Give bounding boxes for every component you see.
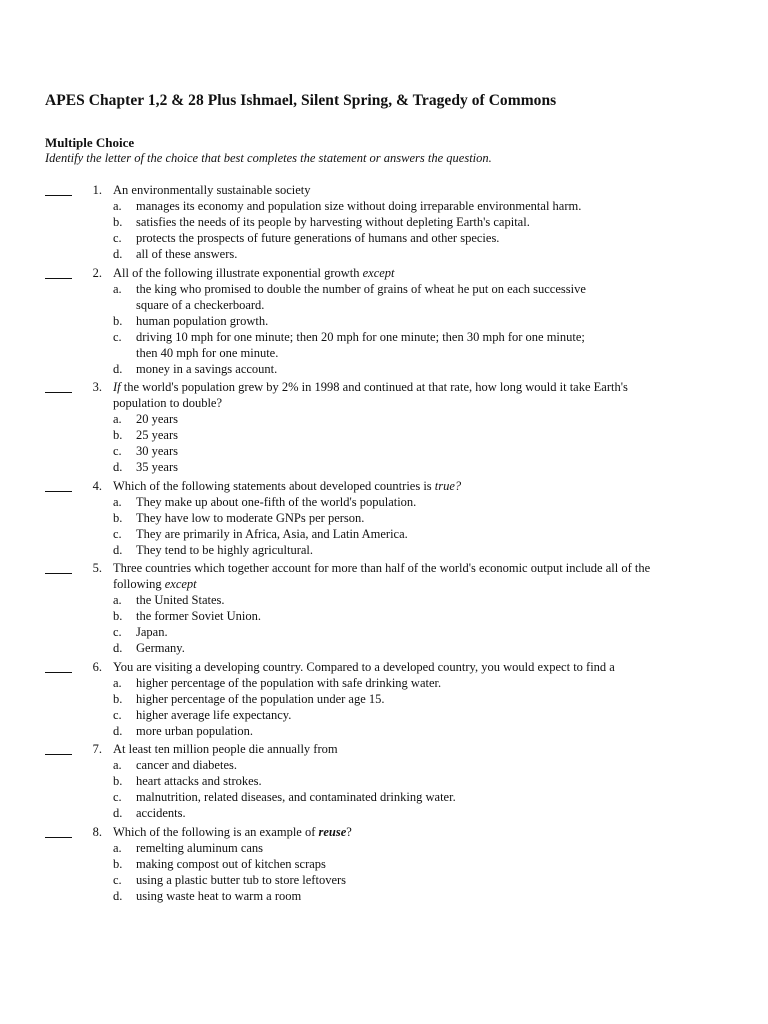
answer-option — [0, 526, 768, 542]
option-text — [136, 427, 768, 443]
option-text-line: heart attacks and strokes. — [136, 774, 262, 788]
instructions-text: Identify the letter of the choice that best completes the statement or answers the question. — [45, 151, 492, 165]
answer-option — [0, 707, 768, 723]
question-stem-line — [113, 395, 713, 411]
question-stem — [113, 265, 713, 281]
option-text-line: then 40 mph for one minute. — [136, 345, 279, 360]
answer-option — [0, 361, 768, 377]
option-letter: a. — [113, 281, 122, 296]
option-letter: d. — [113, 460, 123, 474]
answer-option — [0, 872, 768, 888]
answer-options — [0, 494, 768, 558]
option-text-line: They tend to be highly agricultural. — [136, 542, 314, 557]
option-text-line: the former Soviet Union. — [136, 609, 261, 623]
answer-option — [0, 723, 768, 739]
answer-option — [0, 608, 768, 624]
question-item — [0, 560, 768, 656]
question-stem-text: population to double? — [113, 396, 223, 410]
question-stem-text: ? — [346, 824, 352, 839]
option-text — [136, 773, 768, 789]
option-text-line: malnutrition, related diseases, and contaminated drinking water. — [136, 790, 456, 804]
option-text — [136, 608, 768, 624]
question-stem-text: following — [113, 577, 165, 591]
question-stem-line — [113, 824, 713, 840]
option-letter: d. — [113, 723, 123, 738]
answer-option — [0, 443, 768, 459]
answer-blank[interactable] — [45, 741, 72, 755]
option-text — [136, 542, 768, 558]
option-text — [136, 757, 768, 773]
option-text — [136, 443, 768, 459]
document-title: APES Chapter 1,2 & 28 Plus Ishmael, Silent Spring, & Tragedy of Commons — [45, 92, 557, 109]
option-text — [136, 411, 768, 427]
answer-blank[interactable] — [45, 659, 72, 673]
answer-blank[interactable] — [45, 265, 72, 279]
answer-option — [0, 411, 768, 427]
question-stem-text: Which of the following statements about developed countries is — [113, 478, 435, 493]
option-text-line: cancer and diabetes. — [136, 758, 237, 772]
option-text-line: 30 years — [136, 444, 178, 458]
question-number: 2. — [92, 265, 102, 280]
question-stem-text: You are visiting a developing country. Compared to a developed country, you would expect to find a — [113, 659, 615, 674]
option-text-line: 25 years — [136, 428, 178, 442]
answer-option — [0, 773, 768, 789]
question-stem-line — [113, 265, 713, 281]
option-text — [136, 510, 768, 526]
option-text-line: money in a savings account. — [136, 361, 278, 376]
option-text-line: accidents. — [136, 806, 186, 820]
option-text-line: higher average life expectancy. — [136, 707, 292, 722]
option-letter: c. — [113, 444, 122, 458]
question-stem-line — [113, 379, 713, 395]
answer-option — [0, 592, 768, 608]
option-text — [136, 494, 768, 510]
option-letter: d. — [113, 247, 123, 261]
option-text-line: 35 years — [136, 460, 178, 474]
question-item — [0, 659, 768, 739]
question-number: 4. — [92, 478, 102, 493]
option-text — [136, 624, 768, 640]
option-text-line: more urban population. — [136, 723, 253, 738]
question-stem-text: Three countries which together account for more than half of the world's economic output include all of the — [113, 561, 651, 575]
question-number: 6. — [92, 659, 102, 674]
option-text — [136, 840, 768, 856]
answer-option — [0, 805, 768, 821]
option-text — [136, 856, 768, 872]
option-text — [136, 361, 768, 377]
question-stem-line — [113, 576, 713, 592]
answer-blank[interactable] — [45, 478, 72, 492]
question-stem-text: Which of the following is an example of — [113, 824, 319, 839]
option-text-line: human population growth. — [136, 313, 269, 328]
option-text-line: 20 years — [136, 412, 178, 426]
option-text — [136, 789, 768, 805]
question-stem — [113, 824, 713, 840]
option-letter: a. — [113, 675, 122, 690]
question-stem-line — [113, 659, 713, 675]
option-text-line: They have low to moderate GNPs per person. — [136, 510, 365, 525]
question-number: 8. — [92, 824, 102, 839]
option-text — [136, 230, 768, 246]
option-letter: a. — [113, 412, 122, 426]
answer-option — [0, 198, 768, 214]
option-text-line: manages its economy and population size without doing irreparable environmental harm. — [136, 199, 582, 213]
answer-option — [0, 230, 768, 246]
option-letter: d. — [113, 641, 123, 655]
answer-option — [0, 214, 768, 230]
option-text-line: using waste heat to warm a room — [136, 888, 302, 903]
option-text — [136, 691, 768, 707]
answer-option — [0, 246, 768, 262]
answer-options — [0, 840, 768, 904]
question-stem-text: true? — [434, 478, 462, 493]
question-number: 3. — [92, 380, 102, 394]
question-stem-text: except — [164, 577, 197, 591]
option-text-line: square of a checkerboard. — [136, 297, 265, 312]
answer-option — [0, 856, 768, 872]
option-letter: b. — [113, 774, 123, 788]
answer-option — [0, 427, 768, 443]
answer-blank[interactable] — [45, 379, 72, 393]
question-item — [0, 379, 768, 475]
option-text — [136, 459, 768, 475]
question-stem-line — [113, 182, 713, 198]
option-letter: d. — [113, 806, 123, 820]
option-letter: d. — [113, 542, 123, 557]
option-text-line: They are primarily in Africa, Asia, and Latin America. — [136, 526, 408, 541]
option-text — [136, 214, 768, 230]
option-letter: b. — [113, 609, 123, 623]
option-text — [136, 872, 768, 888]
option-text-line: protects the prospects of future generations of humans and other species. — [136, 231, 500, 245]
answer-option — [0, 640, 768, 656]
answer-option — [0, 494, 768, 510]
option-letter: b. — [113, 313, 123, 328]
answer-options — [0, 281, 768, 377]
option-letter: c. — [113, 872, 122, 887]
question-number: 1. — [92, 183, 102, 197]
question-stem-line — [113, 478, 713, 494]
answer-options — [0, 411, 768, 475]
answer-option — [0, 675, 768, 691]
answer-option — [0, 281, 768, 313]
answer-option — [0, 757, 768, 773]
answer-option — [0, 888, 768, 904]
question-list — [0, 182, 768, 906]
option-text-line: higher percentage of the population under age 15. — [136, 691, 385, 706]
question-item — [0, 182, 768, 262]
option-letter: a. — [113, 593, 122, 607]
answer-options — [0, 592, 768, 656]
option-text-line: driving 10 mph for one minute; then 20 mph for one minute; then 30 mph for one minute; — [136, 329, 585, 344]
option-text-line: using a plastic butter tub to store leftovers — [136, 872, 347, 887]
answer-options — [0, 198, 768, 262]
option-text-line: satisfies the needs of its people by harvesting without depleting Earth's capital. — [136, 215, 530, 229]
option-letter: b. — [113, 428, 123, 442]
question-stem-text: At least ten million people die annually from — [113, 742, 338, 756]
option-text — [136, 329, 768, 361]
option-text — [136, 707, 768, 723]
question-stem — [113, 478, 713, 494]
option-letter: c. — [113, 625, 122, 639]
option-text — [136, 592, 768, 608]
answer-option — [0, 691, 768, 707]
section-heading: Multiple Choice — [45, 135, 135, 150]
option-letter: a. — [113, 199, 122, 213]
option-letter: a. — [113, 840, 122, 855]
answer-option — [0, 510, 768, 526]
answer-options — [0, 757, 768, 821]
option-text-line: remelting aluminum cans — [136, 840, 264, 855]
option-text — [136, 526, 768, 542]
option-text-line: all of these answers. — [136, 247, 238, 261]
option-text — [136, 246, 768, 262]
option-text — [136, 888, 768, 904]
option-letter: c. — [113, 231, 122, 245]
option-letter: c. — [113, 707, 122, 722]
question-stem-text: except — [362, 265, 395, 280]
question-stem-text: the world's population grew by 2% in 1998 and continued at that rate, how long would it take Earth's — [120, 380, 628, 394]
option-text — [136, 805, 768, 821]
question-number: 7. — [92, 742, 102, 756]
option-text — [136, 723, 768, 739]
question-item — [0, 478, 768, 558]
option-text — [136, 675, 768, 691]
question-stem-text: An environmentally sustainable society — [113, 183, 311, 197]
option-letter: a. — [113, 758, 122, 772]
option-text-line: higher percentage of the population with safe drinking water. — [136, 675, 442, 690]
option-text-line: the king who promised to double the number of grains of wheat he put on each successive — [136, 281, 586, 296]
question-stem — [113, 182, 713, 198]
answer-option — [0, 313, 768, 329]
option-letter: c. — [113, 329, 122, 344]
option-letter: a. — [113, 494, 122, 509]
question-item — [0, 741, 768, 821]
option-letter: d. — [113, 361, 123, 376]
question-stem — [113, 741, 713, 757]
question-stem — [113, 379, 713, 411]
answer-blank[interactable] — [45, 182, 72, 196]
answer-blank[interactable] — [45, 560, 72, 574]
answer-option — [0, 459, 768, 475]
option-letter: c. — [113, 526, 122, 541]
answer-option — [0, 789, 768, 805]
question-item — [0, 265, 768, 377]
answer-blank[interactable] — [45, 824, 72, 838]
option-letter: b. — [113, 691, 123, 706]
answer-option — [0, 840, 768, 856]
answer-options — [0, 675, 768, 739]
option-letter: b. — [113, 510, 123, 525]
question-stem-line — [113, 741, 713, 757]
question-item — [0, 824, 768, 904]
question-stem-text: All of the following illustrate exponential growth — [113, 265, 363, 280]
question-stem — [113, 659, 713, 675]
answer-option — [0, 624, 768, 640]
answer-option — [0, 542, 768, 558]
option-text — [136, 313, 768, 329]
option-text-line: Japan. — [136, 625, 168, 639]
option-text-line: making compost out of kitchen scraps — [136, 856, 326, 871]
answer-option — [0, 329, 768, 361]
question-stem-text: reuse — [318, 824, 347, 839]
question-stem-text: If — [113, 380, 121, 394]
option-text-line: the United States. — [136, 593, 225, 607]
option-letter: b. — [113, 856, 123, 871]
option-letter: d. — [113, 888, 123, 903]
question-stem — [113, 560, 713, 592]
option-letter: c. — [113, 790, 122, 804]
question-number: 5. — [92, 561, 102, 575]
option-text-line: They make up about one-fifth of the world's population. — [136, 494, 417, 509]
option-text — [136, 198, 768, 214]
option-letter: b. — [113, 215, 123, 229]
option-text — [136, 281, 768, 313]
option-text-line: Germany. — [136, 641, 185, 655]
question-stem-line — [113, 560, 713, 576]
option-text — [136, 640, 768, 656]
